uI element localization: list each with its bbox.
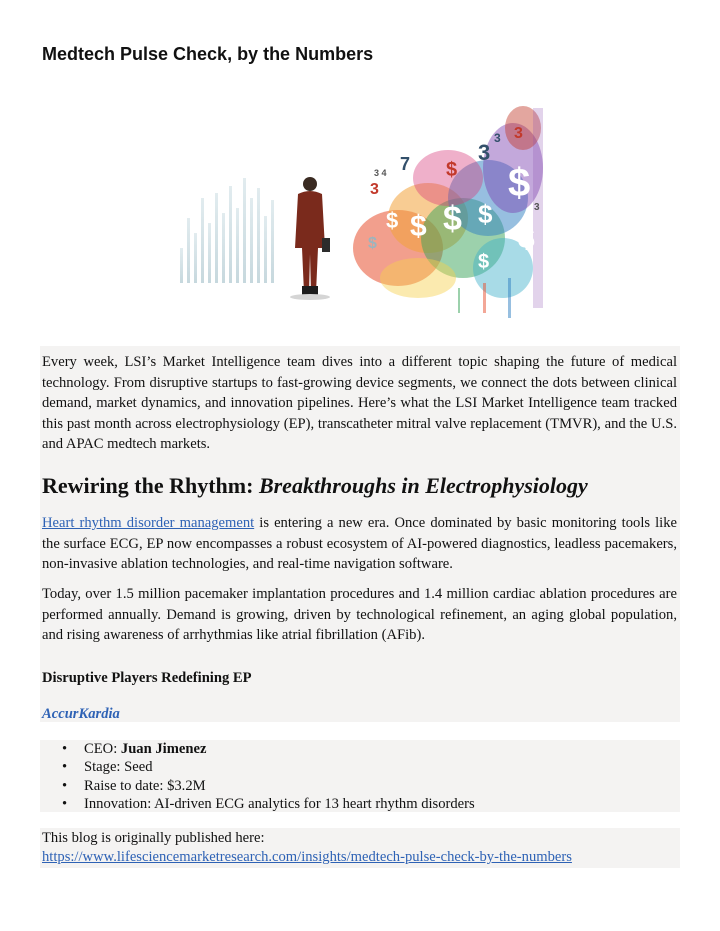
digit: 3 bbox=[478, 140, 491, 165]
background-bar-chart bbox=[180, 178, 274, 283]
page-title: Medtech Pulse Check, by the Numbers bbox=[42, 44, 374, 64]
dollar-sign: $ bbox=[518, 222, 535, 255]
ep-paragraph-2: Today, over 1.5 million pacemaker implantation procedures and 1.4 million cardiac ablation procedures are performed annually. Demand is growing, driven by technological refinement, an aging global population, and rising awareness of arrhythmias like atrial fibrillation (AFib). bbox=[42, 586, 677, 643]
digit: 3 bbox=[534, 202, 540, 213]
fact-label: Raise to date: $3.2M bbox=[84, 777, 206, 794]
digit: $ bbox=[446, 159, 458, 181]
dollar-sign: $ bbox=[410, 210, 427, 243]
fact-innovation bbox=[42, 795, 475, 813]
dollar-sign: $ bbox=[508, 161, 531, 205]
footer-note-text: This blog is originally published here: bbox=[42, 830, 265, 846]
dollar-sign: $ bbox=[478, 199, 493, 229]
digit: 3 bbox=[494, 131, 501, 145]
ep-paragraph-1 bbox=[42, 513, 677, 575]
digit: 3 bbox=[370, 181, 379, 198]
fact-ceo bbox=[42, 740, 475, 758]
dollar-sign: $ bbox=[478, 251, 490, 273]
footer-note bbox=[42, 829, 572, 867]
heart-rhythm-link[interactable]: Heart rhythm disorder management bbox=[42, 515, 255, 531]
subheading-disruptive-players: Disruptive Players Redefining EP bbox=[42, 670, 252, 686]
digit: 3 4 bbox=[374, 168, 387, 178]
dollar-sign: $ bbox=[386, 208, 399, 233]
dollar-sign: $ bbox=[368, 235, 377, 252]
fact-label: CEO: bbox=[84, 741, 121, 757]
section-heading-plain: Rewiring the Rhythm: bbox=[42, 473, 259, 498]
fact-label: Stage: Seed bbox=[84, 759, 153, 776]
fact-value: Juan Jimenez bbox=[120, 741, 207, 757]
digit: 7 bbox=[400, 154, 411, 174]
fact-raise bbox=[42, 777, 475, 795]
company-name: AccurKardia bbox=[42, 706, 120, 722]
businessman-figure bbox=[290, 177, 330, 300]
ep-paragraph-1-text: is entering a new era. Once dominated by basic monitoring tools like the surface ECG, EP now encompasses a robust ecosystem of AI-powered diagnostics, leadless pacemakers, non-invasive ablation technologies, and real-time navigation software. bbox=[42, 515, 678, 572]
section-heading-italic: Breakthroughs in Electrophysiology bbox=[258, 473, 588, 498]
hero-illustration bbox=[178, 98, 544, 320]
section-heading bbox=[42, 473, 588, 499]
source-link[interactable]: https://www.lifesciencemarketresearch.com/insights/medtech-pulse-check-by-the-numbers bbox=[42, 849, 572, 865]
fact-stage bbox=[42, 758, 475, 776]
fact-label: Innovation: AI-driven ECG analytics for 13 heart rhythm disorders bbox=[84, 795, 475, 812]
dollar-sign: $ bbox=[443, 200, 462, 238]
company-facts-list bbox=[42, 740, 475, 813]
digit: 3 bbox=[514, 125, 523, 142]
intro-paragraph: Every week, LSI’s Market Intelligence team dives into a different topic shaping the future of medical technology. From disruptive startups to fast-growing device segments, we connect the dots between clinical demand, market dynamics, and innovation pipelines. Here’s what the LSI Market Intelligence team tracked this past month across electrophysiology (EP), transcatheter mitral valve replacement (TMVR), and the U.S. and APAC medtech markets. bbox=[42, 354, 677, 452]
